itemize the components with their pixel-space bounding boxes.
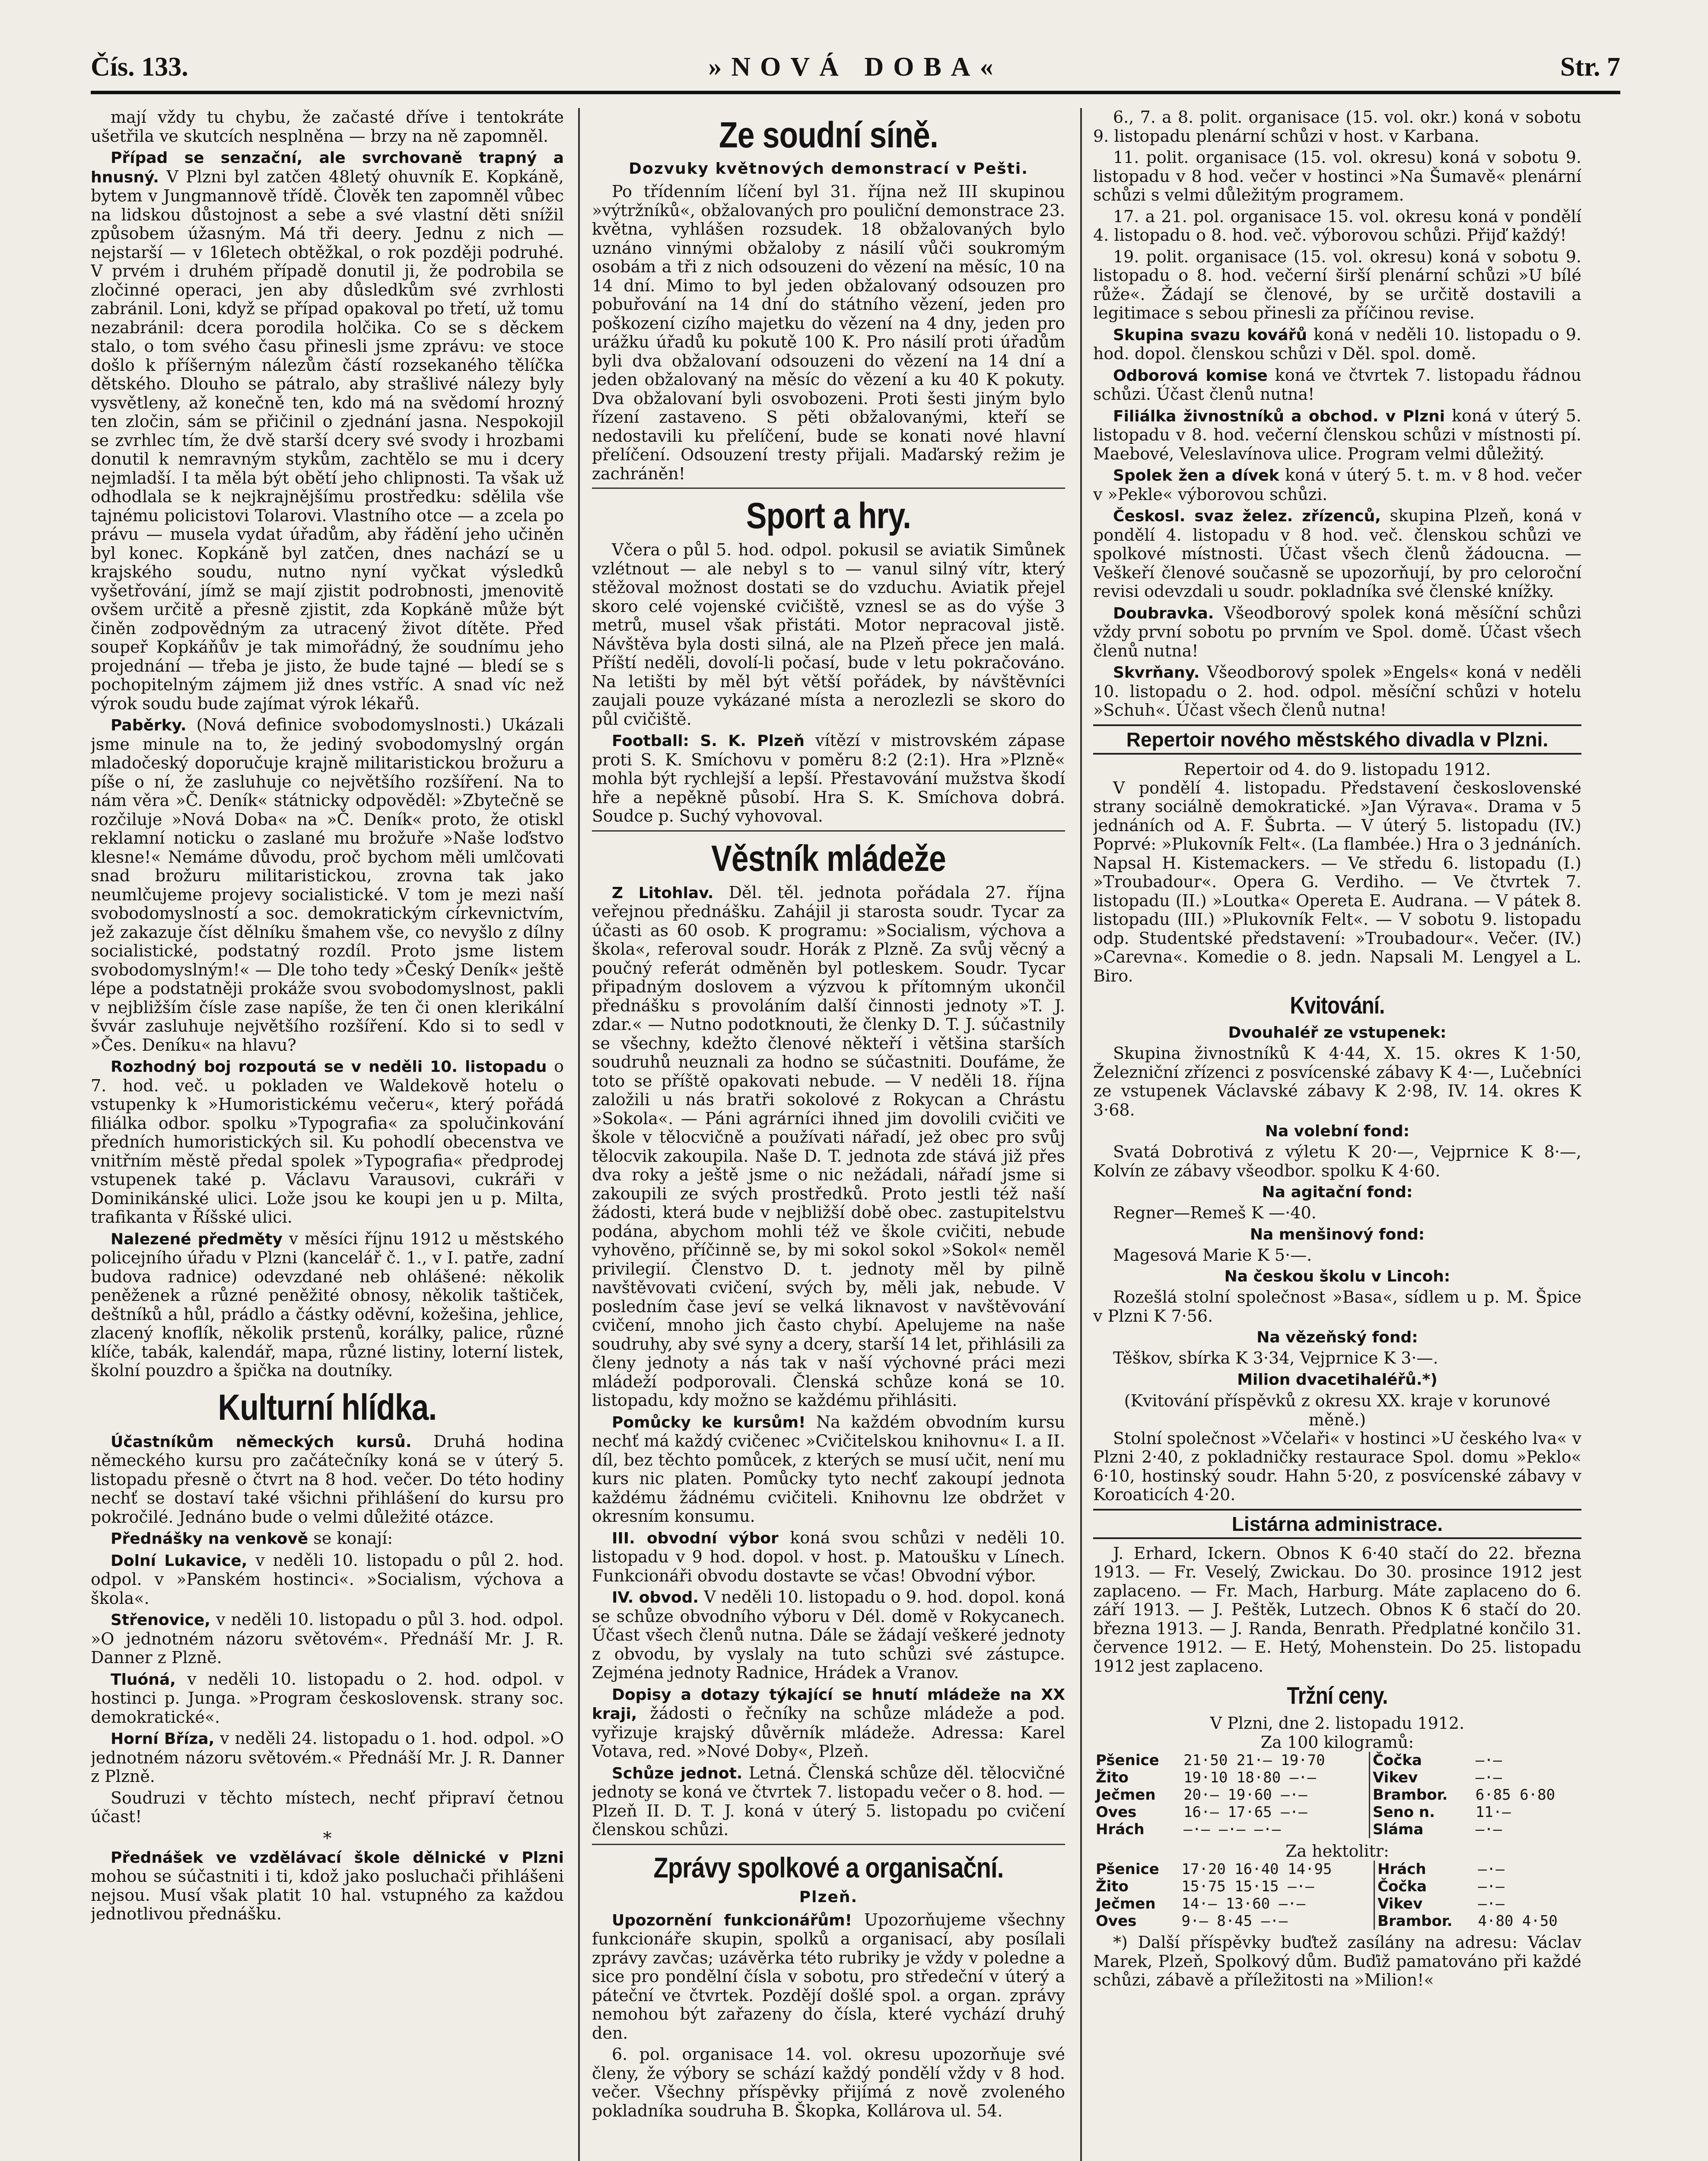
notice-trade-commission <box>1093 366 1581 404</box>
notice-body: Všeodborový spolek koná měsíční schůzi vždy první sobotu po prvním ve Spol. domě. Účast všech členů nutna! <box>1093 603 1581 660</box>
lecture-details: v neděli 10. listopadu o půl 2. hod. odpol. v »Panském hostinci«. »Socialism, výchova a škola«. <box>91 1550 564 1608</box>
fund-entries: Magesová Marie K 5·—. <box>1113 1245 1312 1265</box>
article-litohlavy <box>592 883 1065 1410</box>
fund-entries: Regner—Remeš K —·40. <box>1113 1203 1317 1222</box>
article-youth-letters <box>592 1685 1065 1761</box>
notice-body: koná v neděli 10. listopadu o 9. hod. dopol. členskou schůzi v Děl. spol. domě. <box>1093 325 1581 363</box>
column-3 <box>1093 108 1581 2161</box>
market-unit: Za hektolitr: <box>1285 1842 1389 1861</box>
section-heading-receipts: Kvitování. <box>1290 991 1385 1019</box>
fund-entries: Stolní společnost »Včelaři« v hostinci »U českého lva« v Plzni 2·40, z pokladničky restaurace Spol. domu »Peklo« 6·10, hostinský soudr. Hahn 5·20, z posvícenské zábavy v Koroaticích 4·20. <box>1093 1428 1581 1504</box>
article-body: vítězí v mistrovském zápase proti S. K. Smíchovu v poměru 8:2 (2:1). Hra »Plzně« mohla být rychlejší a lepší. Přestavování mužstva škodí hře a nepěkně působí. Hra S. K. Smíchova dobrá. Soudce p. Suchý vyhovoval. <box>592 731 1065 826</box>
article-lead: Přednášek ve vzdělávací škole dělnické v Plzni <box>111 1849 564 1867</box>
notice-smiths <box>1093 325 1581 363</box>
notice-lead: Českosl. svaz želez. zřízenců, <box>1113 507 1381 525</box>
notice-railway <box>1093 507 1581 601</box>
article-body: V neděli 10. listopadu o 9. hod. dopol. koná se schůze obvodního výboru v Dél. domě v Rokycanech. Účast všech členů nutna. Dále se žádají veškeré jednoty z obvodu, by vyslaly na tuto schůzi své zástupce. Zejména jednoty Radnice, Hrádek a Vranov. <box>592 1587 1065 1682</box>
section-heading-culture: Kulturní hlídka. <box>218 1386 437 1428</box>
commodity-name: Brambor. <box>1369 1786 1473 1804</box>
fund-note: (Kvitování příspěvků z okresu XX. kraje v korunové měně.) <box>1124 1391 1551 1429</box>
market-row <box>1093 1804 1581 1821</box>
market-unit: Za 100 kilogramů: <box>1260 1733 1414 1752</box>
commodity-name: Seno n. <box>1369 1804 1473 1821</box>
notice-lead: Skupina svazu kovářů <box>1113 326 1307 344</box>
commodity-name: Oves <box>1096 1804 1137 1821</box>
notice-lead: Filiálka živnostníků a obchod. v Plzni <box>1113 407 1445 425</box>
article-lead: Paběrky. <box>111 717 187 734</box>
article-lead: Z Litohlav. <box>612 884 714 902</box>
fund-heading: Na agitační fond: <box>1262 1183 1413 1201</box>
commodity-name: Ječmen <box>1096 1895 1156 1912</box>
notice-tradesmen <box>1093 407 1581 464</box>
lecture-item <box>91 1729 564 1786</box>
notice-body: koná v úterý 5. listopadu v 8. hod. večerní členskou schůzi v místnosti pí. Maebové, Veleslavínova ulice. Program velmi důležitý. <box>1093 406 1581 463</box>
fund-heading: Na vězeňský fond: <box>1256 1329 1418 1346</box>
commodity-name: Čočka <box>1369 1752 1473 1769</box>
notice-body: koná v úterý 5. t. m. v 8 hod. večer v »Pekle« výborovou schůzi. <box>1093 465 1581 504</box>
lecture-details: v neděli 24. listopadu o 1. hod. odpol. »O jednotném názoru světovém.« Přednáší Mr. J. R. Danner z Plzně. <box>91 1729 564 1786</box>
commodity-name: Žito <box>1096 1769 1129 1786</box>
commodity-prices: —·— —·— —·— <box>1183 1821 1281 1838</box>
commodity-name: Oves <box>1096 1912 1137 1930</box>
column-rule-2 <box>1080 108 1082 2161</box>
article-court: Po třídenním líčení byl 31. října než III skupinou »výtržníků«, obžalovaných pro pouliční demonstrace 23. května, vyhlášen rozsudek. 18 obžalovaných bylo uznáno vinnými obžaloby z násilí vůči soukromým osobám a tři z nich odsouzeni do vězení na měsíc, 10 na 14 dní. Mimo to byl jeden obžalovaný odsouzen pro pobuřování na 14 dní do státního vězení, jeden pro poškození cizího majetku do vězení na 4 dny, jeden pro urážku úřadů ku pokutě 100 K. Pro násilí proti úřadům byli dva obžalovaní odsouzeni do vězení na 14 dní a jeden obžalovaný na měsíc do vězení a ku 40 K pokuty. Dva obžalovaní byli osvobozeni. Proti šesti jiným bylo řízení zastaveno. S pěti obžalovanými, kteří se nedostavili ku přelíčení, bude se konati nové hlavní přelíčení. Odsouzení tresty přijali. Maďarský režim je zachráněn! <box>592 182 1065 483</box>
article-lead: Účastníkům německých kursů. <box>111 1433 412 1451</box>
commodity-name: Hrách <box>1096 1821 1145 1838</box>
article-german-course <box>91 1432 564 1527</box>
administration-notes: J. Erhard, Ickern. Obnos K 6·40 stačí do 22. března 1913. — Fr. Veselý, Zwickau. Do 30. prosince 1912 jest zaplaceno. — Fr. Mach, Harburg. Máte zaplaceno do 6. září 1913. — J. Peštěk, Lutzech. Obnos K 6 stačí do 20. března 1913. — J. Randa, Benrath. Předplatné končilo 31. července 1912. — E. Hetý, Mohenstein. Do 25. listopadu 1912 jest zaplaceno. <box>1093 1543 1581 1676</box>
article-paberky <box>91 716 564 1055</box>
asterisk-separator: * <box>323 1828 332 1849</box>
milion-footnote: *) Další příspěvky buďtež zasílány na adresu: Václav Marek, Plzeň, Spolkový dům. Buďiž pamatováno při každé schůzi, zábavě a příležitosti na »Milion!« <box>1093 1933 1581 1989</box>
commodity-prices: 6·85 6·80 <box>1475 1786 1555 1804</box>
commodity-prices: —·— <box>1478 1861 1504 1878</box>
article-district-3 <box>592 1529 1065 1586</box>
section-heading-sport: Sport a hry. <box>746 495 911 536</box>
subheading-plzen: Plzeň. <box>799 1888 858 1906</box>
notice-lead: Skvrňany. <box>1113 664 1200 682</box>
notice-skvrnany <box>1093 663 1581 720</box>
commodity-name: Čočka <box>1374 1878 1476 1895</box>
fund-entries: Těškov, sbírka K 3·34, Vejprnice K 3·—. <box>1113 1348 1438 1367</box>
commodity-prices: 4·80 4·50 <box>1478 1912 1558 1930</box>
article-continuation: mají vždy tu chybu, že začasté dříve i tentokráte ušetřila ve skutcích nesplněna — brzy na ně zapomněl. <box>91 108 564 146</box>
lecture-place: Horní Bříza, <box>111 1730 215 1748</box>
section-heading-market: Tržní ceny. <box>1287 1682 1388 1709</box>
divider <box>592 830 1065 832</box>
column-rule-1 <box>578 108 580 2161</box>
market-row <box>1093 1821 1581 1838</box>
commodity-name: Pšenice <box>1096 1752 1159 1769</box>
masthead <box>91 43 1620 94</box>
fund-entries: Skupina živnostníků K 4·44, X. 15. okres K 1·50, Železniční zřízenci z posvícenské zábavy K 4·—, Lučebníci ze vstupenek Václavské zábavy K 2·98, IV. 14. okres K 3·68. <box>1093 1044 1581 1119</box>
newspaper-page <box>91 43 1620 2161</box>
article-course-aids <box>592 1413 1065 1526</box>
commodity-prices: 16·— 17·65 —·— <box>1183 1804 1307 1821</box>
notice-doubravka <box>1093 604 1581 661</box>
divider <box>592 488 1065 489</box>
market-row <box>1093 1769 1581 1786</box>
article-lead: Dopisy a dotazy týkající se hnutí mládeže na XX kraji, <box>592 1686 1065 1723</box>
article-body: Na každém obvodním kursu nechť má každý cvičenec »Cvičitelskou knihovnu« I. a II. díl, bez těchto pomůcek, z kterých se musí učit, není mu kurs nic platen. Pomůcky tyto nechť zakoupí jednota každému žádnému cvičiteli. Knihovnu lze obdržet v okresním konsumu. <box>592 1412 1065 1526</box>
notice-lead: Spolek žen a dívek <box>1113 467 1279 484</box>
lecture-item <box>91 1670 564 1727</box>
commodity-prices: 11·— <box>1475 1804 1511 1821</box>
article-body: Upozorňujeme všechny funkcionáře skupin, spolků a organisací, aby posílali zprávy zavčas; uzávěrka této rubriky je vždy v poledne a sice pro pondělní čísla v sobotu, pro středeční v úterý a páteční ve čtvrtek. Pozdějí došlé spol. a organ. zprávy nemohou být zařazeny do čísla, které vychází druhý den. <box>592 1910 1065 2043</box>
commodity-name: Hrách <box>1374 1861 1476 1878</box>
commodity-prices: 15·75 15·15 —·— <box>1181 1878 1314 1895</box>
article-body: o 7. hod. več. u pokladen ve Waldekově hotelu o vstupenky k »Humoristickému večeru«, který pořádá filiálka odbor. spolku »Typografia« za spolučinkování předních humoristických sil. Ku pohodlí obecenstva ve vnitřním městě předal spolek »Typografia« předprodej vstupenek také p. Václavu Varausovi, cukráři v Dominikánské ulici. Lože jsou ke koupi jen u p. Milta, trafikanta v Říšské ulici. <box>91 1057 564 1227</box>
notice-body: skupina Plzeň, koná v pondělí 4. listopadu v 8 hod. več. členskou schůzi ve spolkové místnosti. Účast všech členů žádoucna. — Veškeří členové současně se upozorňují, by pro celoroční revisi odevzdali u soudr. pokladníka své členské knížky. <box>1093 506 1581 601</box>
commodity-prices: —·— <box>1478 1895 1504 1912</box>
article-body: (Nová definice svobodomyslnosti.) Ukázali jsme minule na to, že jediný svobodomyslný orgán mladočeský doporučuje krajně militaristickou brožuru a píše o ní, že zasluhuje co největšího rozšíření. Na to nám věra »Č. Deník« státnicky odpověděl: »Zbytečně se rozčiluje »Nová Doba« na »Č. Deník« proto, že otiskl reklamní noticku o zaslané mu brožuře »Naše loďstvo klesne!« Nemáme důvodu, proč bychom měli umlčovati snad brožuru militaristickou, zrovna tak jako neumlčujeme projevy socialistické. V tom je mezi naší svobodomyslností a soc. demokratickým církevnictvím, jež zakazuje číst dělníku šmahem vše, co nevyšlo z dílny socialistické, podstatný rozdíl. Proto jsme listem svobodomyslným!« — Dle toho tedy »Český Deník« ještě lépe a podstatněji prokáže svou svobodomyslnost, pakli v nejbližším čísle zase napíše, že ten či onen klerikální švvár zasluhuje největšího rozšíření. Kdo si to sedl v »Čes. Deníku« na hlavu? <box>91 715 564 1055</box>
article-lost-items <box>91 1230 564 1380</box>
lecture-place: Střenovice, <box>111 1611 210 1629</box>
page-number: Str. 7 <box>1560 52 1620 82</box>
article-body: mohou se súčastniti i ti, kdož jako posluchači přihlášeni nejsou. Musí však platit 10 hal. vstupného za každou jednotlivou přednášku. <box>91 1867 564 1923</box>
article-aviation: Včera o půl 5. hod. odpol. pokusil se aviatik Simůnek vzlétnout — ale nebyl s to — vanul silný vítr, který stěžoval možnost dostati se do vzduchu. Aviatik přejel skoro celé vojenské cvičiště, vznesl se as do výše 3 metrů, musel však přistáti. Motor nepracoval jistě. Návštěva byla dosti silná, ale na Plzeň přece jen malá. Příští neděli, dovolí-li počasí, bude v letu pokračováno. Na letišti by měl být větší pořádek, by návštěvníci zaujali pouze vykázané místa a nerozlezli se skoro do půl cvičiště. <box>592 540 1065 729</box>
notice-organisation: 6., 7. a 8. polit. organisace (15. vol. okr.) koná v sobotu 9. listopadu plenární schůzi v host. v Karbana. <box>1093 108 1581 146</box>
article-body: žádosti o řečníky na schůze mládeže a pod. vyřizuje krajský důvěrník mládeže. Adressa: Karel Votava, red. »Nové Doby«, Plzeň. <box>592 1704 1065 1761</box>
article-lead: Upozornění funkcionářům! <box>612 1911 852 1929</box>
market-row <box>1093 1895 1581 1912</box>
section-heading-youth: Věstník mládeže <box>711 838 946 879</box>
article-notice-functionaries <box>592 1911 1065 2043</box>
article-body: v měsíci říjnu 1912 u městského policejního úřadu v Plzni (kancelář č. 1., v I. patře, zadní budova radnice) odevzdané neb ohlášené: několik peněženek a různé peněžité obnosy, několik taštiček, deštníků a hůl, prádlo a částky oděvní, kožešina, jehlice, zlacený knoflík, několik prstenů, korálky, palice, různé klíče, tabák, kalendář, mapa, různé listiny, loterní listek, školní pouzdro a špička na doutníky. <box>91 1229 564 1380</box>
section-heading-court: Ze soudní síně. <box>719 115 938 155</box>
fund-heading: Na volební fond: <box>1265 1122 1410 1140</box>
article-lead: Schůze jednot. <box>612 1764 743 1782</box>
banner-theatre: Repertoir nového městského divadla v Plzni. <box>1093 724 1581 755</box>
column-1 <box>91 108 564 2161</box>
article-unit-meetings <box>592 1764 1065 1839</box>
market-row <box>1093 1752 1581 1769</box>
notice-body: Všeodborový spolek »Engels« koná v neděli 10. listopadu o 2. hod. odpol. měsíční schůzi v hotelu »Schuh«. Účast všech členů nutna! <box>1093 663 1581 720</box>
article-lead: Případ se senzační, ale svrchovaně trapný a hnusný. <box>91 149 564 186</box>
commodity-name: Vikev <box>1369 1769 1473 1786</box>
lecture-place: Dolní Lukavice, <box>111 1552 248 1570</box>
market-row <box>1093 1912 1581 1930</box>
commodity-prices: 17·20 16·40 14·95 <box>1181 1861 1332 1878</box>
article-lead: Přednášky na venkově <box>111 1530 309 1548</box>
fund-heading: Na menšinový fond: <box>1250 1225 1425 1243</box>
notice-organisation: 19. polit. organisace (15. vol. okresu) koná v sobotu 9. listopadu o 8. hod. večerní širší plenární schůzi »U bílé růže«. Žádají se členové, by se určitě dostavili a legitimace s sebou přinesli za příčinou revise. <box>1093 247 1581 322</box>
theatre-program: V pondělí 4. listopadu. Představení československé strany sociálně demokratické. »Jan Výrava«. Drama v 5 jednáních od A. F. Šubrta. — V úterý 5. listopadu (IV.) Poprvé: »Plukovník Felt«. (La flambée.) Hra o 3 jednáních. Napsal H. Kistemackers. — Ve středu 6. listopadu (I.) »Troubadour«. Opera G. Verdiho. — Ve čtvrtek 7. listopadu (II.) »Loutka« Opereta E. Audrana. — V pátek 8. listopadu (III.) »Plukovník Felt«. — V sobotu 9. listopadu odp. Studentské představení: »Troubadour«. Večer. (IV.) »Carevna«. Komedie o 8. jedn. Napsali M. Lengyel a L. Biro. <box>1093 778 1581 985</box>
market-row <box>1093 1861 1581 1878</box>
article-workers-school <box>91 1848 564 1924</box>
commodity-prices: 21·50 21·— 19·70 <box>1183 1752 1325 1769</box>
market-row <box>1093 1786 1581 1804</box>
article-lead: IV. obvod. <box>612 1589 699 1606</box>
market-table-kg <box>1093 1752 1581 1838</box>
commodity-name: Žito <box>1096 1878 1129 1895</box>
article-body: koná svou schůzi v neděli 10. listopadu v 9 hod. dopol. v host. p. Matoušku v Línech. Funkcionáři obvodu dostavte se včas! Obvodní výbor. <box>592 1528 1065 1585</box>
article-lead: Football: S. K. Plzeň <box>612 732 805 750</box>
fund-entries: Rozešlá stolní společnost »Basa«, sídlem u p. M. Špice v Plzni K 7·56. <box>1093 1288 1581 1326</box>
notice-organisation: 17. a 21. pol. organisace 15. vol. okresu koná v pondělí 4. listopadu o 8. hod. več. výborovou schůzi. Přijď každý! <box>1093 207 1581 245</box>
banner-administration: Listárna administrace. <box>1093 1509 1581 1539</box>
commodity-prices: —·— <box>1478 1878 1504 1895</box>
commodity-prices: —·— <box>1475 1769 1502 1786</box>
fund-entries: Svatá Dobrotivá z výletu K 20·—, Vejprnice K 8·—, Kolvín ze zábavy všeodbor. spolku K 4·60. <box>1093 1142 1581 1180</box>
column-2 <box>592 108 1065 2161</box>
article-body: V Plzni byl zatčen 48letý ohuvník E. Kopkáně, bytem v Jungmannově třídě. Člověk ten zapomněl vůbec na lidskou důstojnost a sebe a své vlastní děti snížil způsobem úžasným. Má tři deery. Jednu z nich — nejstarší — v 16letech obtěžkal, o rok později podruhé. V prvém i druhém případě donutil ji, že podrobila se zločinné operaci, jen aby důsledkům své zvrhlosti zabránil. Loni, když se případ opakoval po třetí, už tomu nezabránil: dcera porodila holčika. Co se s děckem stalo, o tom svého času přinesli jsme zprávu: ve stoce došlo k příšerným nálezům částí rozsekaného tělíčka dětského. Dlouho se pátralo, aby strašlivé nálezy byly vysvětleny, až konečně ten, kdo má na svědomí hrozný ten zločin, sám se přičinil o zjednání jasna. Nespokojil se zvrhlec tím, že dvě starší dcery své svody i hrozbami donutil k nemravným stykům, zachtělo se mu i dcery nejmladší. I ta měla být obětí jeho chlipnosti. Ta však už odhodlala se k nejkrajnějšímu prostředku: sdělila vše tajnému policistovi Tolarovi. Vlastního otce — a zcela po právu — musela vydat úřadům, aby řádění jeho učiněn byl konec. Kopkáně byl zatčen, dnes nachází se u krajského soudu, nutno nyní vyčkat výsledků vyšetřování, jímž se mají zjistit podrobnosti, jmenovitě ovšem určitě a přesně zjistit, zda Kopkáně může být činěn zodpovědným za utracený život dítěte. Před soupeř Kopkáňův je tak mimořádný, že soudnímu jeho projednání — třeba je jisto, že bude tajné — bledí se s pochopitelným zájmem již dnes vstříc. A snad víc než výrok soudu bude zajímat výrok lékařů. <box>91 167 564 713</box>
article-lead: Pomůcky ke kursům! <box>612 1413 806 1431</box>
commodity-prices: 14·— 13·60 —·— <box>1181 1895 1306 1912</box>
commodity-prices: 9·— 8·45 —·— <box>1181 1912 1288 1930</box>
article-body: se konají: <box>313 1529 393 1548</box>
notice-body: koná ve čtvrtek 7. listopadu řádnou schůzi. Účast členů nutna! <box>1093 365 1581 404</box>
article-kopkane <box>91 148 564 713</box>
article-lectures <box>91 1529 564 1549</box>
article-lead: III. obvodní výbor <box>612 1529 779 1547</box>
theatre-range: Repertoir od 4. do 9. listopadu 1912. <box>1183 759 1491 779</box>
section-heading-associations: Zprávy spolkové a organisační. <box>653 1851 1004 1884</box>
commodity-name: Brambor. <box>1374 1912 1476 1930</box>
article-body: Druhá hodina německého kursu pro začátečníky koná se v úterý 5. listopadu přesně o čtvrt na 8 hod. večer. Do této hodiny nechť se dostaví také všichni přihlášení do kursu pro pokročilé. Jednáno bude o velmi důležité otázce. <box>91 1431 564 1527</box>
lecture-item <box>91 1610 564 1667</box>
newspaper-title: »NOVÁ DOBA« <box>708 52 1003 82</box>
market-table-hl <box>1093 1861 1581 1930</box>
fund-heading: Na českou školu v Lincoh: <box>1224 1268 1450 1285</box>
article-district-4 <box>592 1588 1065 1683</box>
notice-women <box>1093 466 1581 504</box>
article-humor-evening <box>91 1057 564 1227</box>
notice-organisation: 11. polit. organisace (15. vol. okresu) koná v sobotu 9. listopadu v 8 hod. večer v hostinci »Na Šumavě« plenární schůzi s velmi důležitým programem. <box>1093 148 1581 204</box>
commodity-prices: —·— <box>1475 1752 1502 1769</box>
commodity-prices: 19·10 18·80 —·— <box>1183 1769 1317 1786</box>
article-body: Letná. Členská schůze děl. tělocvičné jednoty se koná ve čtvrtek 7. listopadu večer o 8. hod. — Plzeň II. D. T. J. koná v úterý 5. listopadu po cvičení členskou schůzi. <box>592 1763 1065 1839</box>
market-row <box>1093 1878 1581 1895</box>
commodity-name: Sláma <box>1369 1821 1473 1838</box>
lecture-item <box>91 1551 564 1608</box>
lecture-details: v neděli 10. listopadu o 2. hod. odpol. v hostinci p. Junga. »Program československ. strany soc. demokratické«. <box>91 1669 564 1727</box>
commodity-prices: 20·— 19·60 —·— <box>1183 1786 1307 1804</box>
fund-heading: Milion dvacetihaléřů.*) <box>1237 1371 1438 1389</box>
article-lead: Nalezené předměty <box>111 1230 283 1248</box>
article-body: Děl. těl. jednota pořádala 27. října veřejnou přednášku. Zahájil ji starosta soudr. Tycar za účasti as 60 osob. K programu: »Socialism, výchova a škola«, referoval soudr. Horák z Plzně. Za svůj věcný a poučný referát odměněn byl potleskem. Soudr. Tycar připadným doslovem a výzvou k přítomným ukončil přednášku s provoláním další činnosti jednoty »T. J. zdar.« — Nutno podotknouti, že členky D. T. J. súčastnily se všechny, kdežto členové někteří i většina starších soudruhů neuznali za hodno se súčastniti. Doufáme, že toto se příště opakovati nebude. — V neděli 18. října založili u nás bratři sokolové z Rokycan a Chrástu »Sokola«. — Páni agrárníci ihned jim dovolili cvičiti ve škole v tělocvičně a používati nářadí, jež obec pro svůj tělocvik zakoupila. Naše D. T. jednota zde stává již přes dva roky a ještě jsme o nic nežádali, nářadí jsme si zakoupili ze svých prostředků. Proto jestli též naší žádosti, která bude v nejbližší době obec. zastupitelstvu podána, abychom mohli též ve škole cvičiti, nebude vyhověno, příčinně se, by mi sokol sokol »Sokol« neměl privilegií. Členstvo D. t. jednoty měl by pilně navštěvovati cvičení, svých by, měli jak, nebude. V posledním čase jeví se velká liknavost v navštěvování cvičení, mnoho jich často chybí. Apelujeme na naše soudruhy, aby své syny a dcery, starší 14 let, přihlásili za členy jednoty a nás tak v naší výchovné práci mezi mládeží podporovali. Členská schůze koná se 10. listopadu, kdy možno se každému přihlásiti. <box>592 883 1065 1410</box>
article-organisation-6: 6. pol. organisace 14. vol. okresu upozorňuje své členy, že výbory se schází každý pondělí vždy v 8 hod. večer. Všechny příspěvky přijímá z nově zvoleného pokladníka soudruha B. Škopka, Kollárova ul. 54. <box>592 2045 1065 2120</box>
article-football <box>592 731 1065 826</box>
commodity-prices: —·— <box>1475 1821 1502 1838</box>
lecture-place: Tluóná, <box>111 1670 176 1689</box>
market-date: V Plzni, dne 2. listopadu 1912. <box>1210 1714 1465 1733</box>
issue-number: Čís. 133. <box>91 52 188 82</box>
subheading-court: Dozvuky květnových demonstrací v Pešti. <box>629 160 1028 178</box>
lecture-appeal: Soudruzi v těchto místech, nechť připraví četnou účast! <box>91 1788 564 1826</box>
commodity-name: Vikev <box>1374 1895 1476 1912</box>
notice-lead: Odborová komise <box>1113 367 1268 385</box>
lecture-details: v neděli 10. listopadu o půl 3. hod. odpol. »O jednotném názoru světovém«. Přednáší Mr. J. R. Danner z Plzně. <box>91 1610 564 1667</box>
commodity-name: Pšenice <box>1096 1861 1159 1878</box>
fund-heading: Dvouhaléř ze vstupenek: <box>1228 1024 1447 1042</box>
commodity-name: Ječmen <box>1096 1786 1156 1804</box>
divider <box>592 1844 1065 1845</box>
notice-lead: Doubravka. <box>1113 604 1214 622</box>
article-lead: Rozhodný boj rozpoutá se v neděli 10. listopadu <box>111 1058 547 1076</box>
